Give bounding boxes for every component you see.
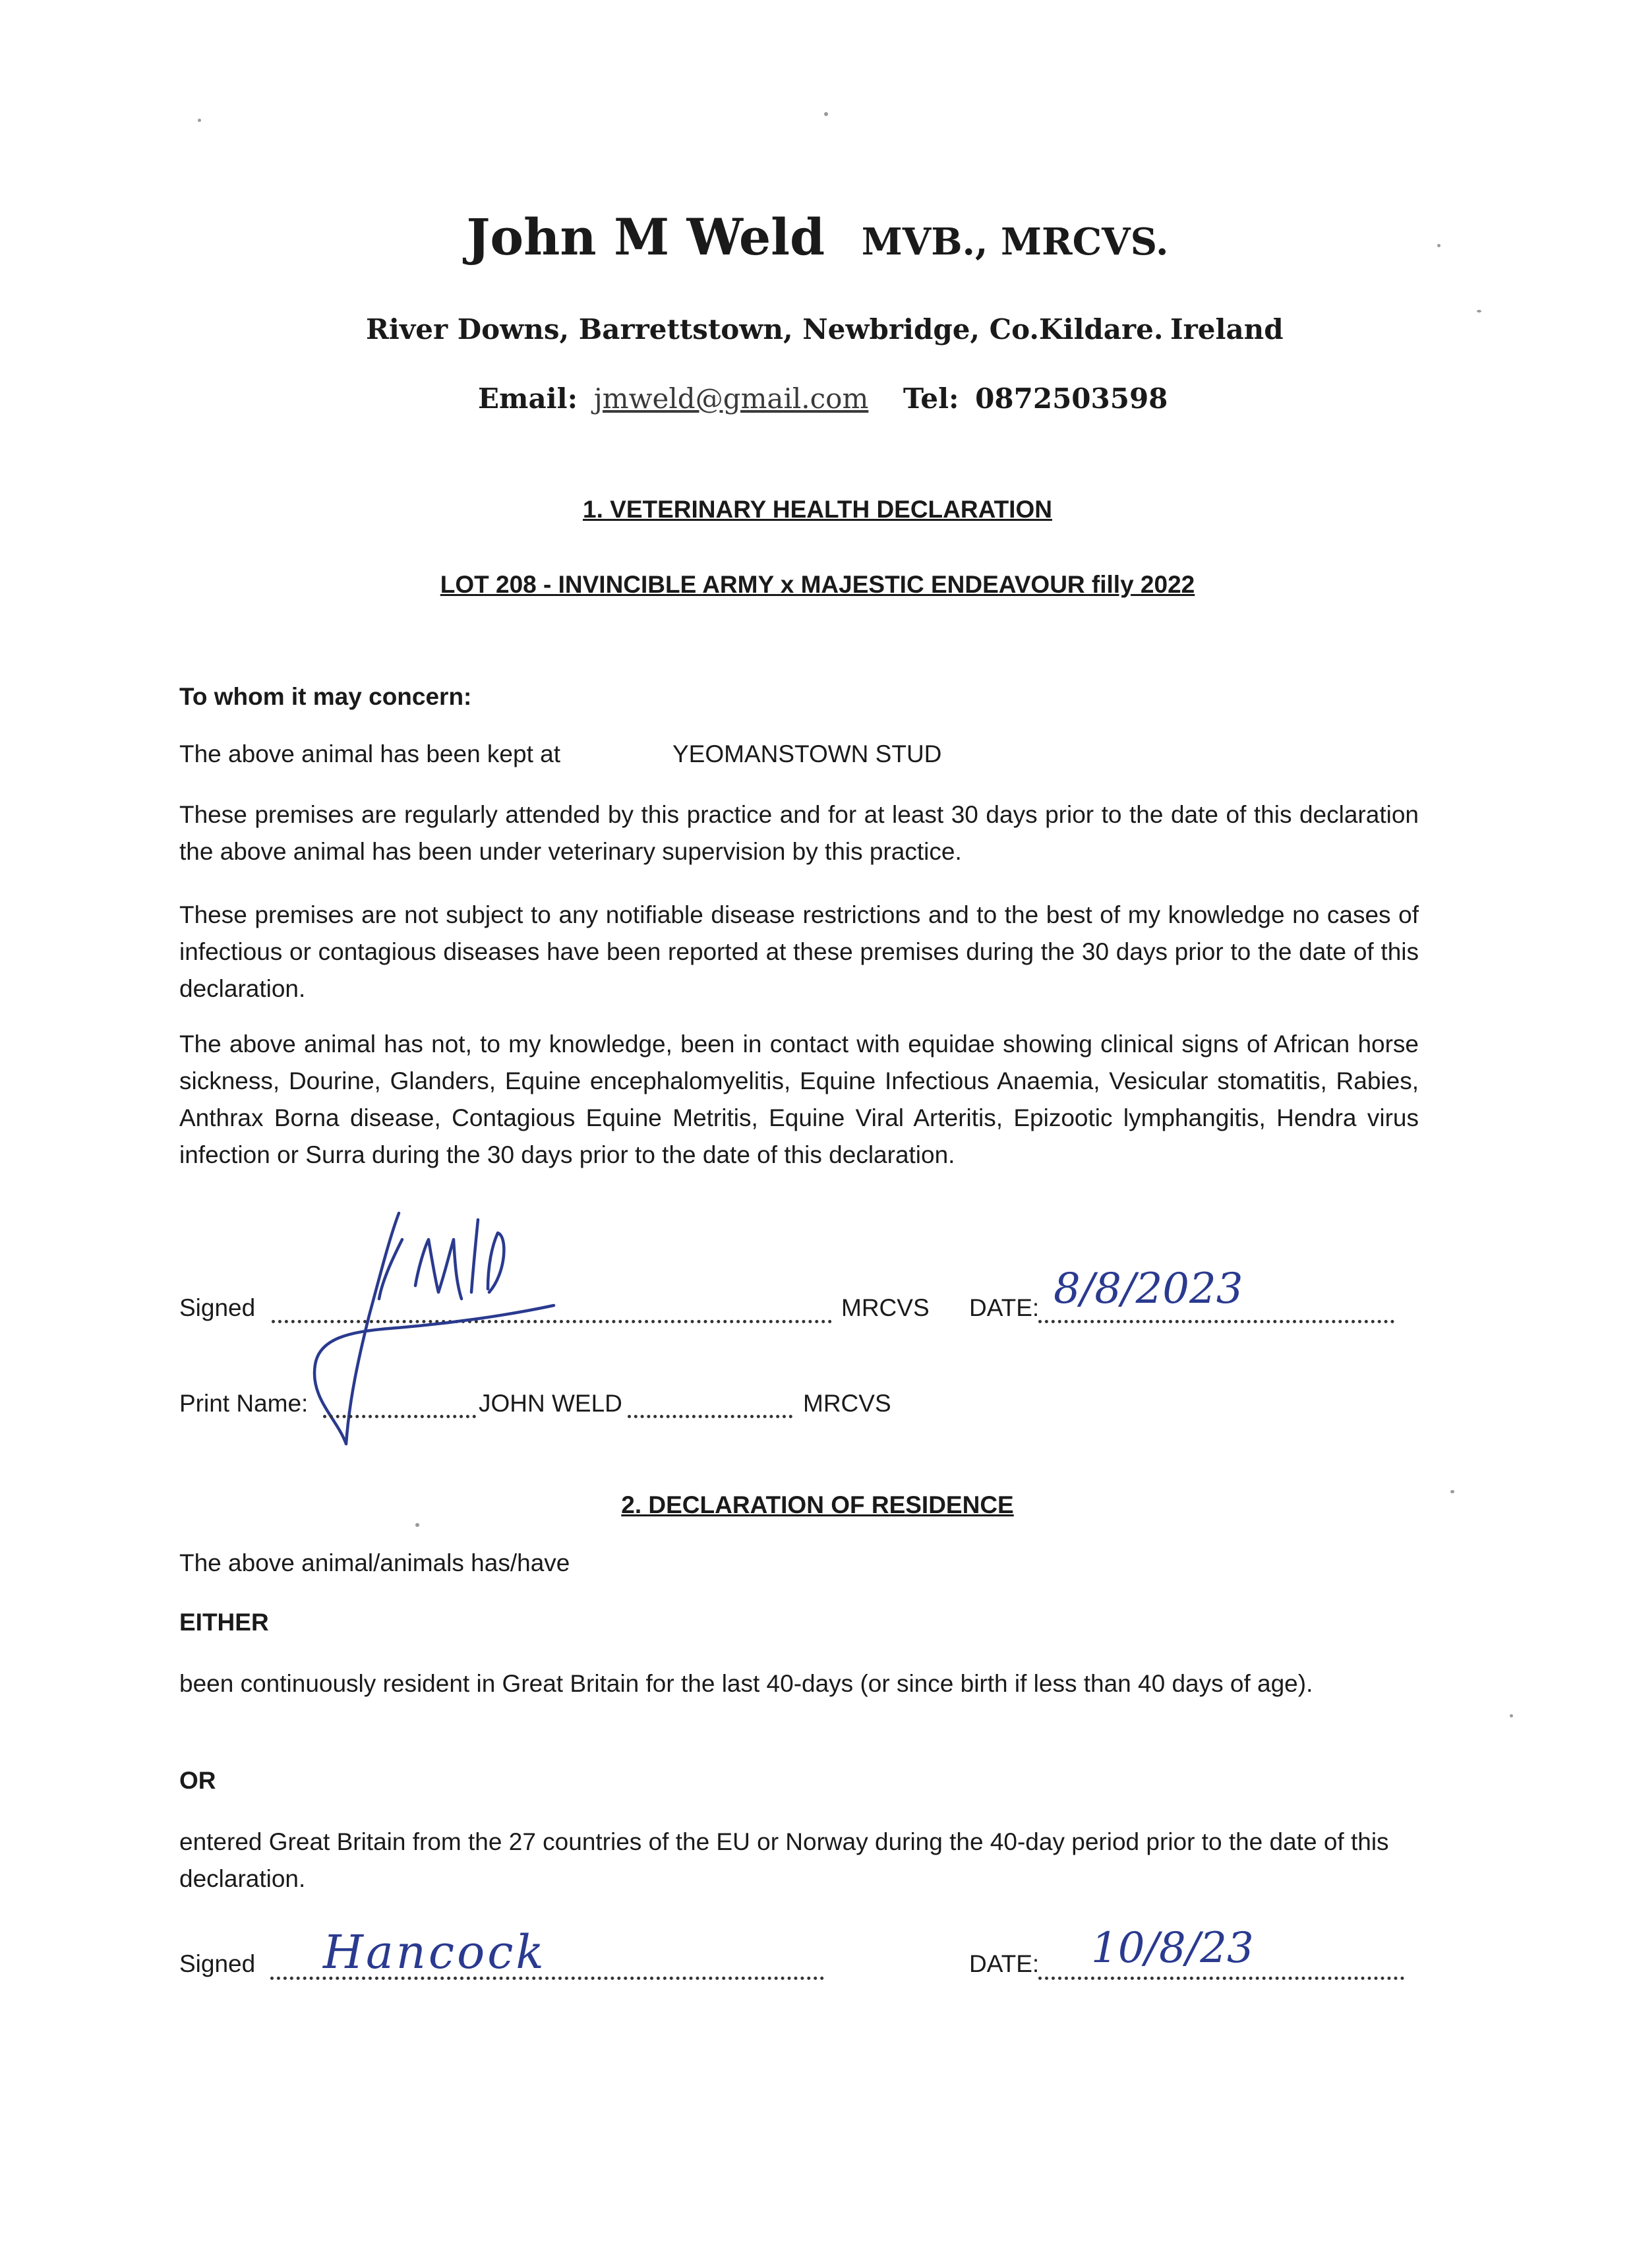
scan-speck — [415, 1523, 419, 1527]
letterhead — [0, 208, 1635, 266]
print-name-dots-left — [323, 1415, 476, 1418]
scan-speck — [198, 119, 201, 122]
residence-option-1: been continuously resident in Great Britain for the last 40-days (or since birth if less than 40 days of age). — [179, 1670, 1313, 1697]
print-name-label: Print Name: — [179, 1390, 309, 1417]
signature-2: Hancock — [323, 1925, 547, 1979]
signed-label-1: Signed — [179, 1294, 256, 1321]
signed-suffix-1: MRCVS — [841, 1294, 930, 1321]
email-link[interactable]: jmweld@gmail.com — [593, 382, 869, 415]
section1-heading: 1. VETERINARY HEALTH DECLARATION — [583, 496, 1052, 523]
paragraph-supervision: These premises are regularly attended by this practice and for at least 30 days prior to the date of this declaration the above animal has been under veterinary supervision by this practice. — [179, 801, 1419, 865]
signed-label-2: Signed — [179, 1950, 256, 1977]
date-line-1 — [1038, 1320, 1394, 1323]
date-label-1: DATE: — [969, 1294, 1040, 1321]
lot-line: LOT 208 - INVINCIBLE ARMY x MAJESTIC ENDEAVOUR filly 2022 — [440, 571, 1195, 598]
scan-speck — [824, 112, 828, 116]
residence-intro: The above animal/animals has/have — [179, 1549, 570, 1576]
salutation: To whom it may concern: — [179, 683, 472, 710]
scan-speck — [1477, 310, 1481, 313]
section2-heading: 2. DECLARATION OF RESIDENCE — [621, 1491, 1014, 1518]
vet-signature — [297, 1200, 574, 1464]
date-line-2 — [1038, 1977, 1404, 1980]
vet-qualifications: MVB., MRCVS. — [861, 220, 1169, 264]
kept-at-value: YEOMANSTOWN STUD — [672, 740, 942, 767]
or-label: OR — [179, 1767, 216, 1794]
address-line — [366, 313, 1163, 345]
scan-speck — [1510, 1714, 1513, 1717]
address: River Downs, Barrettstown, Newbridge, Co.Kildare. — [366, 313, 1164, 345]
tel-number: 0872503598 — [975, 382, 1168, 415]
date-value-1: 8/8/2023 — [1054, 1265, 1243, 1313]
kept-at-label: The above animal has been kept at — [179, 740, 560, 767]
residence-option-2: entered Great Britain from the 27 countries of the EU or Norway during the 40-day period prior to the date of this declaration. — [179, 1828, 1389, 1892]
paragraph-no-contact: The above animal has not, to my knowledge, been in contact with equidae showing clinical signs of African horse sickness, Dourine, Glanders, Equine encephalomyelitis, Equine Infectious Anaemia, Vesicular stomatitis, Rabies, Anthrax Borna disease, Contagious Equine Metritis, Equine Viral Arteritis, Epizootic lymphangitis, Hendra virus infection or Surra during the 30 days prior to the date of this declaration. — [179, 1030, 1419, 1168]
paragraph-no-disease: These premises are not subject to any notifiable disease restrictions and to the best of my knowledge no cases of infectious or contagious diseases have been reported at these premises during the 30 days prior to the date of this declaration. — [179, 901, 1419, 1002]
email-label: Email: — [478, 382, 578, 415]
print-name-dots-right — [628, 1415, 792, 1418]
date-label-2: DATE: — [969, 1950, 1040, 1977]
tel-label: Tel: — [903, 382, 959, 415]
date-value-2: 10/8/23 — [1091, 1924, 1254, 1973]
print-name-value: JOHN WELD — [479, 1390, 622, 1417]
signed-line-1 — [179, 1294, 255, 1322]
contact-line — [478, 382, 1168, 415]
print-name-line — [179, 1390, 308, 1418]
either-label: EITHER — [179, 1609, 269, 1636]
country: Ireland — [1170, 313, 1284, 345]
print-name-suffix: MRCVS — [803, 1390, 891, 1417]
vet-name: John M Weld — [466, 208, 825, 266]
kept-at-line — [179, 740, 942, 768]
